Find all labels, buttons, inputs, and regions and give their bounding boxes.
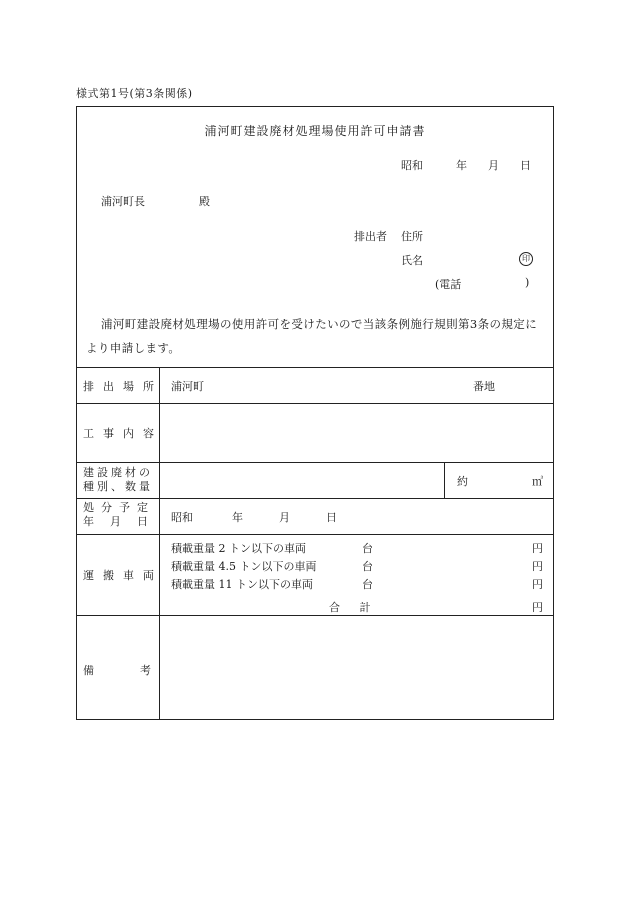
application-form (76, 106, 554, 720)
transport-label-text: 運搬車両 (83, 569, 163, 582)
row-divider (77, 403, 553, 404)
discharge-place-label-text: 排出場所 (83, 380, 163, 393)
phone-close: ) (525, 276, 530, 289)
material-label-line-1: 建設廃材の (83, 466, 153, 479)
vehicle-row-2: 積載重量 4.5 トン以下の車両 (171, 560, 317, 573)
addressee-name: 浦河町長 (101, 195, 145, 208)
quantity-divider (444, 462, 445, 498)
date-era: 昭和 (401, 159, 423, 172)
material-approx: 約 (457, 475, 468, 488)
disposal-date-era: 昭和 (171, 511, 193, 524)
disposal-date-year: 年 (232, 511, 243, 524)
material-label-line-2: 種別、数量 (83, 480, 153, 493)
material-label (83, 466, 155, 494)
remarks-label (83, 662, 197, 678)
vehicle-row-3: 積載重量 11 トン以下の車両 (171, 578, 313, 591)
disposal-date-label (83, 501, 164, 529)
transport-label (83, 567, 163, 583)
date-day: 日 (520, 159, 531, 172)
disposal-label-line-2: 年月日 (83, 515, 164, 528)
date-year: 年 (456, 159, 467, 172)
work-content-label-text: 工事内容 (83, 427, 163, 440)
row-divider (77, 498, 553, 499)
vehicle-count-1: 台 (362, 542, 373, 555)
vehicle-count-2: 台 (362, 560, 373, 573)
body-text-line-1: 浦河町建設廃材処理場の使用許可を受けたいので当該条例施行規則第3条の規定に (101, 317, 538, 331)
vehicle-row-1: 積載重量 2 トン以下の車両 (171, 542, 306, 555)
seal-icon (519, 251, 533, 266)
application-date (401, 157, 531, 173)
vehicle-yen-2: 円 (532, 560, 543, 573)
discharge-town: 浦河町 (171, 380, 204, 393)
seal-mark: 印 (519, 252, 533, 266)
form-number: 様式第1号(第3条関係) (76, 87, 193, 100)
disposal-label-line-1: 処分予定 (83, 501, 155, 514)
form-title: 浦河町建設廃材処理場使用許可申請書 (204, 124, 426, 138)
addressee-honorific: 殿 (199, 195, 210, 208)
address-label: 住所 (401, 230, 423, 243)
disposal-date-month: 月 (279, 511, 290, 524)
discharge-lot: 番地 (473, 380, 495, 393)
vehicle-yen-1: 円 (532, 542, 543, 555)
vehicle-count-3: 台 (362, 578, 373, 591)
row-divider (77, 367, 553, 368)
phone-open: (電話 (435, 278, 462, 291)
row-divider (77, 615, 553, 616)
material-unit: ㎥ (532, 475, 543, 488)
transport-total-yen: 円 (532, 601, 543, 614)
work-content-label (83, 425, 163, 441)
applicant-label: 排出者 (354, 230, 387, 243)
row-divider (77, 462, 553, 463)
date-month: 月 (488, 159, 499, 172)
row-divider (77, 534, 553, 535)
discharge-place-label (83, 378, 163, 394)
remarks-label-text: 備考 (83, 664, 197, 677)
disposal-date-day: 日 (326, 511, 337, 524)
name-label: 氏名 (401, 254, 423, 267)
transport-total-label: 合 計 (329, 601, 379, 614)
vehicle-yen-3: 円 (532, 578, 543, 591)
body-text-line-2: より申請します。 (86, 341, 181, 355)
